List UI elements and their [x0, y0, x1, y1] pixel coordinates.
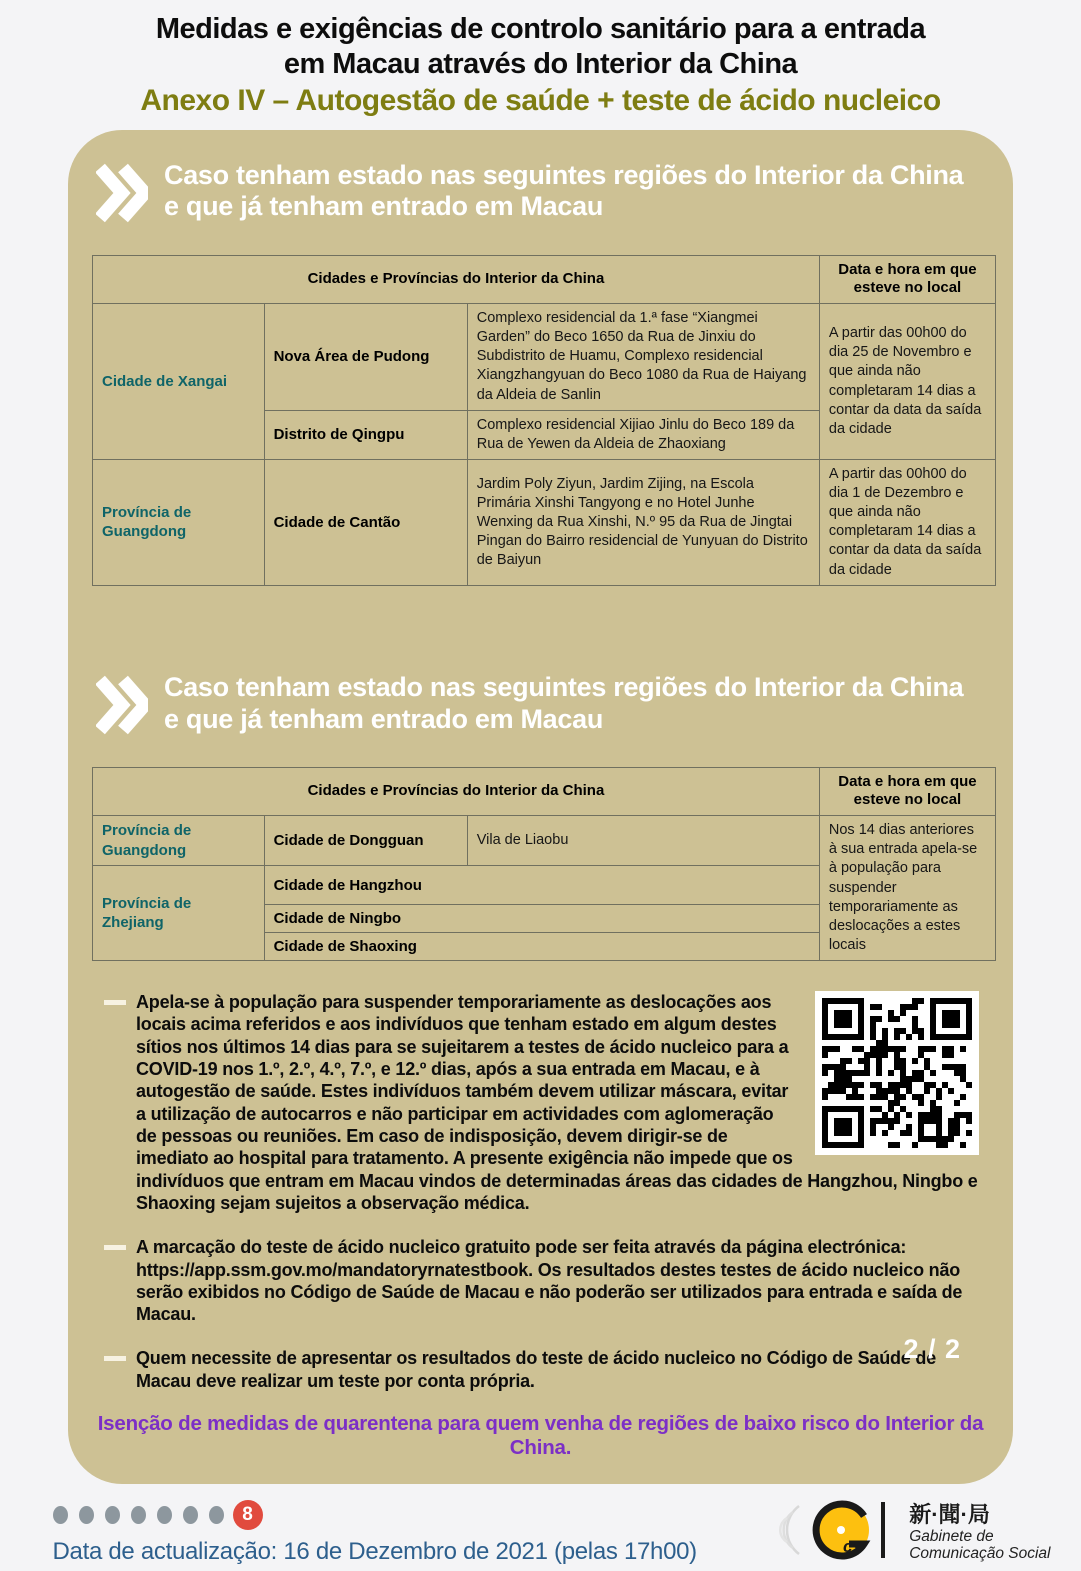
- table1-header-regions: Cidades e Províncias do Interior da China: [93, 255, 820, 304]
- update-date: Data de actualização: 16 de Dezembro de 2021 (pelas 17h00): [52, 1537, 697, 1565]
- pagination-dot: [105, 1506, 120, 1524]
- page-subtitle: Anexo IV – Autogestão de saúde + teste de ácido nucleico: [140, 83, 941, 117]
- table1-city-pudong: Nova Área de Pudong: [264, 304, 467, 411]
- table1-province-xangai: Cidade de Xangai: [93, 304, 265, 460]
- footer-left: [27, 1500, 697, 1566]
- pagination-dot: [79, 1506, 94, 1524]
- page-title-line1: Medidas e exigências de controlo sanitário para a entrada: [155, 13, 926, 45]
- note-text: Apela-se à população para suspender temporariamente as deslocações aos locais acima referidos e aos indivíduos que tenham estado em algum destes sítios nos últimos 14 dias para se sujeitarem a testes de ácido nucleico para a COVID-19 nos 1.º, 2.º, 4.º, 7.º, e 12.º dias, após a sua entrada em Macau, e à autogestão de saúde. Estes indivíduos também devem utilizar máscara, evitar a utilização de autocarros e não participar em actividades com aglomeração de pessoas ou reuniões. Em caso de indisposição, devem dirigir-se de imediato ao hospital para tratamento. A presente exigência não impede que os indivíduos que entram em Macau vindos de determinadas áreas das cidades de Hangzhou, Ningbo e Shaoxing sejam sujeitos a observação médica.: [136, 992, 978, 1213]
- gcs-logo-dept-line2: Comunicação Social: [909, 1544, 1051, 1562]
- table2-city-hangzhou: Cidade de Hangzhou: [264, 866, 819, 905]
- footer: [21, 1494, 1061, 1571]
- gcs-logo: [769, 1494, 1054, 1571]
- note-item: [104, 991, 983, 1214]
- double-chevron-icon: [96, 162, 148, 229]
- table-row: [93, 255, 996, 304]
- table2-header-when: Data e hora em que esteve no local: [819, 767, 995, 816]
- table2-province-guangdong: Província de Guangdong: [93, 816, 265, 866]
- table1-header-when: Data e hora em que esteve no local: [819, 255, 995, 304]
- table1-city-cantao: Cidade de Cantão: [264, 459, 467, 585]
- table1-when-cantao: A partir das 00h00 do dia 1 de Dezembro e que ainda não completaram 14 dias a contar da data da saída da cidade: [819, 459, 995, 585]
- table2-city-ningbo: Cidade de Ningbo: [264, 905, 819, 933]
- svg-text:cs: cs: [843, 1537, 863, 1557]
- notes-section: [92, 991, 989, 1392]
- table1-places-cantao: Jardim Poly Ziyun, Jardim Zijing, na Escola Primária Xinshi Tangyong e no Hotel Junhe Wenxing da Rua Xinshi, N.º 95 da Rua de Jingtai Pingan do Bairro residencial de Yunyuan do Distrito de Baiyun: [467, 459, 819, 585]
- pagination-dot: [183, 1506, 198, 1524]
- section2-title: Caso tenham estado nas seguintes regiões do Interior da China e que já tenham entrado em Macau: [164, 671, 964, 734]
- table1-city-qingpu: Distrito de Qingpu: [264, 410, 467, 459]
- dash-bullet-icon: [104, 1245, 126, 1250]
- table1-places-pudong: Complexo residencial da 1.ª fase “Xiangmei Garden” do Beco 1650 da Rua de Jinxiu do Subdistrito de Huamu, Complexo residencial Xiangzhangyuan do Beco 1080 da Rua de Haiyang da Aldeia de Sanlin: [467, 304, 819, 411]
- section1-title: Caso tenham estado nas seguintes regiões do Interior da China e que já tenham entrado em Macau: [164, 159, 964, 222]
- dash-bullet-icon: [104, 1000, 126, 1005]
- table2-city-dongguan: Cidade de Dongguan: [264, 816, 467, 866]
- pagination-dot: [157, 1506, 172, 1524]
- note-text: A marcação do teste de ácido nucleico gratuito pode ser feita através da página electrónica: https://app.ssm.gov.mo/mandatoryrnatestbook. Os resultados destes testes de ácido nucleico não serão exibidos no Código de Saúde de Macau e não poderão ser utilizados para entrada e saída de Macau.: [136, 1237, 963, 1325]
- table-row: [93, 767, 996, 816]
- table1-places-qingpu: Complexo residencial Xijiao Jinlu do Beco 189 da Rua de Yewen da Aldeia de Zhaoxiang: [467, 410, 819, 459]
- table1-when-xangai: A partir das 00h00 do dia 25 de Novembro e que ainda não completaram 14 dias a contar da data da saída da cidade: [819, 304, 995, 460]
- table2-city-shaoxing: Cidade de Shaoxing: [264, 933, 819, 961]
- main-panel: [68, 130, 1013, 1485]
- note-text: Quem necessite de apresentar os resultados do teste de ácido nucleico no Código de Saúde de Macau deve realizar um teste por conta própria.: [136, 1348, 937, 1391]
- page-count-badge: 8: [233, 1500, 263, 1530]
- exemption-note: Isenção de medidas de quarentena para quem venha de regiões de baixo risco do Interior da China.: [97, 1412, 984, 1460]
- pagination-dot: [209, 1506, 224, 1524]
- pagination-dot: [53, 1506, 68, 1524]
- pagination-dots: [53, 1500, 697, 1530]
- table2-province-zhejiang: Província de Zhejiang: [93, 866, 265, 961]
- page-title: [0, 0, 1081, 82]
- section1-header: [92, 160, 989, 229]
- region-table-1: [92, 255, 996, 586]
- table2-header-regions: Cidades e Províncias do Interior da China: [93, 767, 820, 816]
- table-row: [93, 304, 996, 411]
- region-table-2: [92, 767, 996, 961]
- note-item: [104, 1347, 983, 1392]
- gcs-logo-chinese: 新·聞·局: [909, 1501, 990, 1527]
- dash-bullet-icon: [104, 1356, 126, 1361]
- note-item: [104, 1236, 983, 1325]
- table2-places-dongguan: Vila de Liaobu: [467, 816, 819, 866]
- gcs-logo-mark-icon: [769, 1494, 899, 1571]
- table-row: [93, 459, 996, 585]
- pagination-dot: [131, 1506, 146, 1524]
- table-row: [93, 816, 996, 866]
- gcs-logo-dept-line1: Gabinete de: [909, 1527, 994, 1545]
- gcs-logo-text: [909, 1503, 1050, 1562]
- page-number: 2 / 2: [903, 1334, 961, 1365]
- section2-header: [92, 672, 989, 741]
- table1-province-guangdong: Província de Guangdong: [93, 459, 265, 585]
- page-title-line2: em Macau através do Interior da China: [283, 47, 798, 80]
- double-chevron-icon: [96, 674, 148, 741]
- table2-when-all: Nos 14 dias anteriores à sua entrada apela-se à população para suspender temporariamente as deslocações a estes locais: [819, 816, 995, 961]
